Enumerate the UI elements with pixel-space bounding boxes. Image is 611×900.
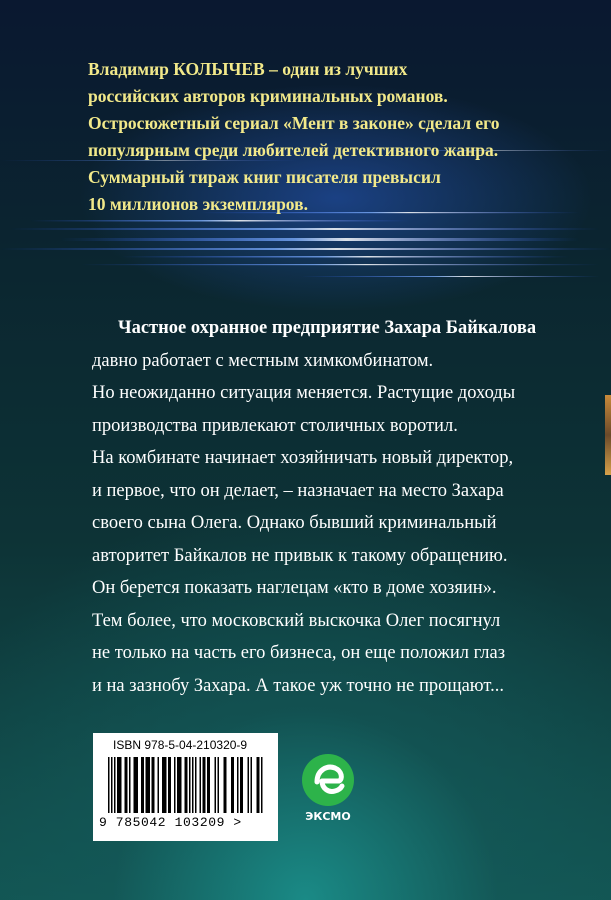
bio-line: российских авторов криминальных романов. <box>88 86 448 106</box>
barcode-bars <box>107 757 265 815</box>
synopsis-line: своего сына Олега. Однако бывший криминальный <box>92 513 497 533</box>
synopsis-line: и на зазнобу Захара. А такое уж точно не прощают... <box>92 675 504 696</box>
bio-line: Остросюжетный сериал «Мент в законе» сделал его <box>88 113 500 133</box>
synopsis-line: давно работает с местным химкомбинатом. <box>92 350 434 371</box>
publisher-name: ЭКСМО <box>305 810 351 823</box>
eksmo-logo-icon <box>300 752 356 808</box>
book-synopsis <box>92 312 562 702</box>
isbn-label: ISBN 978-5-04-210320-9 <box>113 738 248 752</box>
synopsis-line: На комбинате начинает хозяйничать новый директор, <box>92 448 514 468</box>
isbn-barcode <box>93 733 278 841</box>
synopsis-lead: Частное охранное предприятие Захара Байкалова <box>118 318 537 338</box>
barcode-digits: 9 785042 103209 > <box>99 815 242 830</box>
synopsis-line: авторитет Байкалов не привык к такому обращению. <box>92 545 508 566</box>
bio-line: 10 миллионов экземпляров. <box>88 194 308 214</box>
bio-line: Владимир КОЛЫЧЕВ – один из лучших <box>88 59 408 79</box>
synopsis-line: производства привлекают столичных воротил. <box>92 415 458 436</box>
bio-line: Суммарный тираж книг писателя превысил <box>88 167 441 187</box>
publisher-logo <box>300 752 356 832</box>
synopsis-line: и первое, что он делает, – назначает на место Захара <box>92 480 504 501</box>
cover-edge-decoration <box>605 395 611 475</box>
synopsis-line: не только на часть его бизнеса, он еще положил глаз <box>92 643 506 663</box>
bio-line: популярным среди любителей детективного жанра. <box>88 140 499 160</box>
synopsis-line: Но неожиданно ситуация меняется. Растущие доходы <box>92 383 516 403</box>
synopsis-line: Он берется показать наглецам «кто в доме хозяин». <box>92 578 497 598</box>
synopsis-line: Тем более, что московский выскочка Олег посягнул <box>92 610 501 631</box>
author-bio <box>88 56 548 218</box>
